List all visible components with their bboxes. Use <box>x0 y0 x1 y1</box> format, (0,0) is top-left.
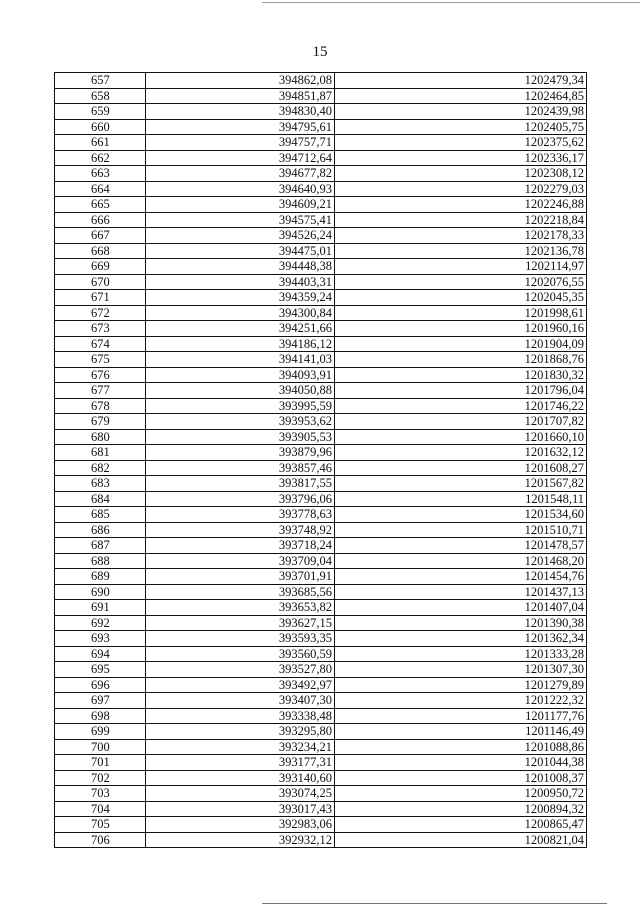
x-coordinate-cell: 393074,25 <box>146 786 335 802</box>
y-coordinate-cell: 1201707,82 <box>335 414 587 430</box>
x-coordinate-cell: 393796,06 <box>146 491 335 507</box>
x-coordinate-cell: 394575,41 <box>146 212 335 228</box>
point-number-cell: 671 <box>55 290 146 306</box>
table-row <box>55 460 587 476</box>
point-number-cell: 663 <box>55 166 146 182</box>
x-coordinate-cell: 393718,24 <box>146 538 335 554</box>
x-coordinate-cell: 394862,08 <box>146 73 335 89</box>
x-coordinate-cell: 392983,06 <box>146 817 335 833</box>
x-coordinate-cell: 394093,91 <box>146 367 335 383</box>
y-coordinate-cell: 1201660,10 <box>335 429 587 445</box>
y-coordinate-cell: 1201478,57 <box>335 538 587 554</box>
point-number-cell: 684 <box>55 491 146 507</box>
table-row <box>55 677 587 693</box>
table-row <box>55 88 587 104</box>
table-row <box>55 770 587 786</box>
y-coordinate-cell: 1201567,82 <box>335 476 587 492</box>
point-number-cell: 691 <box>55 600 146 616</box>
y-coordinate-cell: 1201868,76 <box>335 352 587 368</box>
y-coordinate-cell: 1202464,85 <box>335 88 587 104</box>
y-coordinate-cell: 1202076,55 <box>335 274 587 290</box>
table-row <box>55 383 587 399</box>
point-number-cell: 704 <box>55 801 146 817</box>
x-coordinate-cell: 394300,84 <box>146 305 335 321</box>
point-number-cell: 692 <box>55 615 146 631</box>
x-coordinate-cell: 393338,48 <box>146 708 335 724</box>
x-coordinate-cell: 393879,96 <box>146 445 335 461</box>
point-number-cell: 657 <box>55 73 146 89</box>
point-number-cell: 703 <box>55 786 146 802</box>
point-number-cell: 658 <box>55 88 146 104</box>
x-coordinate-cell: 393817,55 <box>146 476 335 492</box>
point-number-cell: 661 <box>55 135 146 151</box>
table-row <box>55 786 587 802</box>
y-coordinate-cell: 1201548,11 <box>335 491 587 507</box>
y-coordinate-cell: 1201390,38 <box>335 615 587 631</box>
y-coordinate-cell: 1202405,75 <box>335 119 587 135</box>
y-coordinate-cell: 1202045,35 <box>335 290 587 306</box>
top-scan-rule <box>262 2 640 3</box>
y-coordinate-cell: 1202178,33 <box>335 228 587 244</box>
y-coordinate-cell: 1201746,22 <box>335 398 587 414</box>
table-row <box>55 553 587 569</box>
table-row <box>55 491 587 507</box>
point-number-cell: 698 <box>55 708 146 724</box>
y-coordinate-cell: 1200865,47 <box>335 817 587 833</box>
x-coordinate-cell: 394526,24 <box>146 228 335 244</box>
point-number-cell: 689 <box>55 569 146 585</box>
point-number-cell: 679 <box>55 414 146 430</box>
y-coordinate-cell: 1201088,86 <box>335 739 587 755</box>
table-row <box>55 321 587 337</box>
point-number-cell: 664 <box>55 181 146 197</box>
point-number-cell: 695 <box>55 662 146 678</box>
point-number-cell: 674 <box>55 336 146 352</box>
table-row <box>55 274 587 290</box>
table-row <box>55 724 587 740</box>
table-row <box>55 197 587 213</box>
table-row <box>55 212 587 228</box>
x-coordinate-cell: 393407,30 <box>146 693 335 709</box>
x-coordinate-cell: 394403,31 <box>146 274 335 290</box>
y-coordinate-cell: 1201222,32 <box>335 693 587 709</box>
x-coordinate-cell: 393492,97 <box>146 677 335 693</box>
x-coordinate-cell: 393778,63 <box>146 507 335 523</box>
table-row <box>55 150 587 166</box>
y-coordinate-cell: 1202439,98 <box>335 104 587 120</box>
point-number-cell: 660 <box>55 119 146 135</box>
table-row <box>55 243 587 259</box>
x-coordinate-cell: 393685,56 <box>146 584 335 600</box>
y-coordinate-cell: 1201407,04 <box>335 600 587 616</box>
point-number-cell: 666 <box>55 212 146 228</box>
point-number-cell: 682 <box>55 460 146 476</box>
point-number-cell: 678 <box>55 398 146 414</box>
y-coordinate-cell: 1201333,28 <box>335 646 587 662</box>
table-row <box>55 646 587 662</box>
x-coordinate-cell: 393857,46 <box>146 460 335 476</box>
table-row <box>55 739 587 755</box>
x-coordinate-cell: 393140,60 <box>146 770 335 786</box>
table-row <box>55 290 587 306</box>
y-coordinate-cell: 1200894,32 <box>335 801 587 817</box>
coordinates-table <box>54 72 587 848</box>
y-coordinate-cell: 1201534,60 <box>335 507 587 523</box>
point-number-cell: 686 <box>55 522 146 538</box>
x-coordinate-cell: 394251,66 <box>146 321 335 337</box>
point-number-cell: 669 <box>55 259 146 275</box>
table-row <box>55 398 587 414</box>
x-coordinate-cell: 394757,71 <box>146 135 335 151</box>
point-number-cell: 672 <box>55 305 146 321</box>
y-coordinate-cell: 1202479,34 <box>335 73 587 89</box>
table-row <box>55 755 587 771</box>
y-coordinate-cell: 1202114,97 <box>335 259 587 275</box>
x-coordinate-cell: 393995,59 <box>146 398 335 414</box>
point-number-cell: 699 <box>55 724 146 740</box>
table-row <box>55 584 587 600</box>
x-coordinate-cell: 394609,21 <box>146 197 335 213</box>
y-coordinate-cell: 1202218,84 <box>335 212 587 228</box>
table-row <box>55 336 587 352</box>
table-row <box>55 104 587 120</box>
y-coordinate-cell: 1202336,17 <box>335 150 587 166</box>
table-row <box>55 414 587 430</box>
table-row <box>55 662 587 678</box>
y-coordinate-cell: 1201904,09 <box>335 336 587 352</box>
x-coordinate-cell: 393953,62 <box>146 414 335 430</box>
x-coordinate-cell: 393177,31 <box>146 755 335 771</box>
y-coordinate-cell: 1202246,88 <box>335 197 587 213</box>
x-coordinate-cell: 394448,38 <box>146 259 335 275</box>
y-coordinate-cell: 1201307,30 <box>335 662 587 678</box>
x-coordinate-cell: 393560,59 <box>146 646 335 662</box>
point-number-cell: 706 <box>55 832 146 848</box>
point-number-cell: 662 <box>55 150 146 166</box>
point-number-cell: 685 <box>55 507 146 523</box>
point-number-cell: 693 <box>55 631 146 647</box>
y-coordinate-cell: 1201632,12 <box>335 445 587 461</box>
x-coordinate-cell: 393709,04 <box>146 553 335 569</box>
point-number-cell: 697 <box>55 693 146 709</box>
table-row <box>55 693 587 709</box>
x-coordinate-cell: 394712,64 <box>146 150 335 166</box>
table-row <box>55 228 587 244</box>
x-coordinate-cell: 393295,80 <box>146 724 335 740</box>
table-row <box>55 305 587 321</box>
y-coordinate-cell: 1201279,89 <box>335 677 587 693</box>
point-number-cell: 696 <box>55 677 146 693</box>
y-coordinate-cell: 1202279,03 <box>335 181 587 197</box>
point-number-cell: 700 <box>55 739 146 755</box>
x-coordinate-cell: 393653,82 <box>146 600 335 616</box>
y-coordinate-cell: 1201608,27 <box>335 460 587 476</box>
table-row <box>55 832 587 848</box>
x-coordinate-cell: 394050,88 <box>146 383 335 399</box>
x-coordinate-cell: 393905,53 <box>146 429 335 445</box>
point-number-cell: 694 <box>55 646 146 662</box>
x-coordinate-cell: 393748,92 <box>146 522 335 538</box>
y-coordinate-cell: 1201468,20 <box>335 553 587 569</box>
table-row <box>55 367 587 383</box>
x-coordinate-cell: 394830,40 <box>146 104 335 120</box>
point-number-cell: 680 <box>55 429 146 445</box>
table-row <box>55 817 587 833</box>
point-number-cell: 701 <box>55 755 146 771</box>
table-row <box>55 445 587 461</box>
table-row <box>55 522 587 538</box>
y-coordinate-cell: 1201796,04 <box>335 383 587 399</box>
table-row <box>55 538 587 554</box>
x-coordinate-cell: 394851,87 <box>146 88 335 104</box>
point-number-cell: 668 <box>55 243 146 259</box>
point-number-cell: 667 <box>55 228 146 244</box>
x-coordinate-cell: 394359,24 <box>146 290 335 306</box>
table-row <box>55 507 587 523</box>
table-row <box>55 600 587 616</box>
y-coordinate-cell: 1201008,37 <box>335 770 587 786</box>
x-coordinate-cell: 393701,91 <box>146 569 335 585</box>
x-coordinate-cell: 394640,93 <box>146 181 335 197</box>
table-row <box>55 429 587 445</box>
y-coordinate-cell: 1201177,76 <box>335 708 587 724</box>
x-coordinate-cell: 394677,82 <box>146 166 335 182</box>
x-coordinate-cell: 394186,12 <box>146 336 335 352</box>
y-coordinate-cell: 1201454,76 <box>335 569 587 585</box>
table-row <box>55 259 587 275</box>
point-number-cell: 681 <box>55 445 146 461</box>
point-number-cell: 673 <box>55 321 146 337</box>
y-coordinate-cell: 1200950,72 <box>335 786 587 802</box>
x-coordinate-cell: 394795,61 <box>146 119 335 135</box>
table-row <box>55 73 587 89</box>
point-number-cell: 670 <box>55 274 146 290</box>
page-number: 15 <box>312 44 328 60</box>
y-coordinate-cell: 1201362,34 <box>335 631 587 647</box>
table-row <box>55 166 587 182</box>
coordinates-table-body <box>55 73 587 848</box>
x-coordinate-cell: 394141,03 <box>146 352 335 368</box>
x-coordinate-cell: 394475,01 <box>146 243 335 259</box>
y-coordinate-cell: 1201044,38 <box>335 755 587 771</box>
table-row <box>55 352 587 368</box>
y-coordinate-cell: 1200821,04 <box>335 832 587 848</box>
table-row <box>55 476 587 492</box>
point-number-cell: 688 <box>55 553 146 569</box>
table-row <box>55 615 587 631</box>
table-row <box>55 181 587 197</box>
point-number-cell: 687 <box>55 538 146 554</box>
y-coordinate-cell: 1202136,78 <box>335 243 587 259</box>
table-row <box>55 119 587 135</box>
y-coordinate-cell: 1202375,62 <box>335 135 587 151</box>
x-coordinate-cell: 393627,15 <box>146 615 335 631</box>
y-coordinate-cell: 1201830,32 <box>335 367 587 383</box>
x-coordinate-cell: 393527,80 <box>146 662 335 678</box>
y-coordinate-cell: 1201146,49 <box>335 724 587 740</box>
y-coordinate-cell: 1202308,12 <box>335 166 587 182</box>
table-row <box>55 631 587 647</box>
point-number-cell: 676 <box>55 367 146 383</box>
x-coordinate-cell: 393017,43 <box>146 801 335 817</box>
point-number-cell: 665 <box>55 197 146 213</box>
x-coordinate-cell: 392932,12 <box>146 832 335 848</box>
point-number-cell: 677 <box>55 383 146 399</box>
y-coordinate-cell: 1201510,71 <box>335 522 587 538</box>
point-number-cell: 690 <box>55 584 146 600</box>
point-number-cell: 659 <box>55 104 146 120</box>
y-coordinate-cell: 1201998,61 <box>335 305 587 321</box>
y-coordinate-cell: 1201960,16 <box>335 321 587 337</box>
point-number-cell: 702 <box>55 770 146 786</box>
x-coordinate-cell: 393593,35 <box>146 631 335 647</box>
y-coordinate-cell: 1201437,13 <box>335 584 587 600</box>
bottom-scan-rule <box>262 903 607 904</box>
point-number-cell: 683 <box>55 476 146 492</box>
table-row <box>55 135 587 151</box>
table-row <box>55 708 587 724</box>
point-number-cell: 705 <box>55 817 146 833</box>
point-number-cell: 675 <box>55 352 146 368</box>
table-row <box>55 569 587 585</box>
table-row <box>55 801 587 817</box>
x-coordinate-cell: 393234,21 <box>146 739 335 755</box>
